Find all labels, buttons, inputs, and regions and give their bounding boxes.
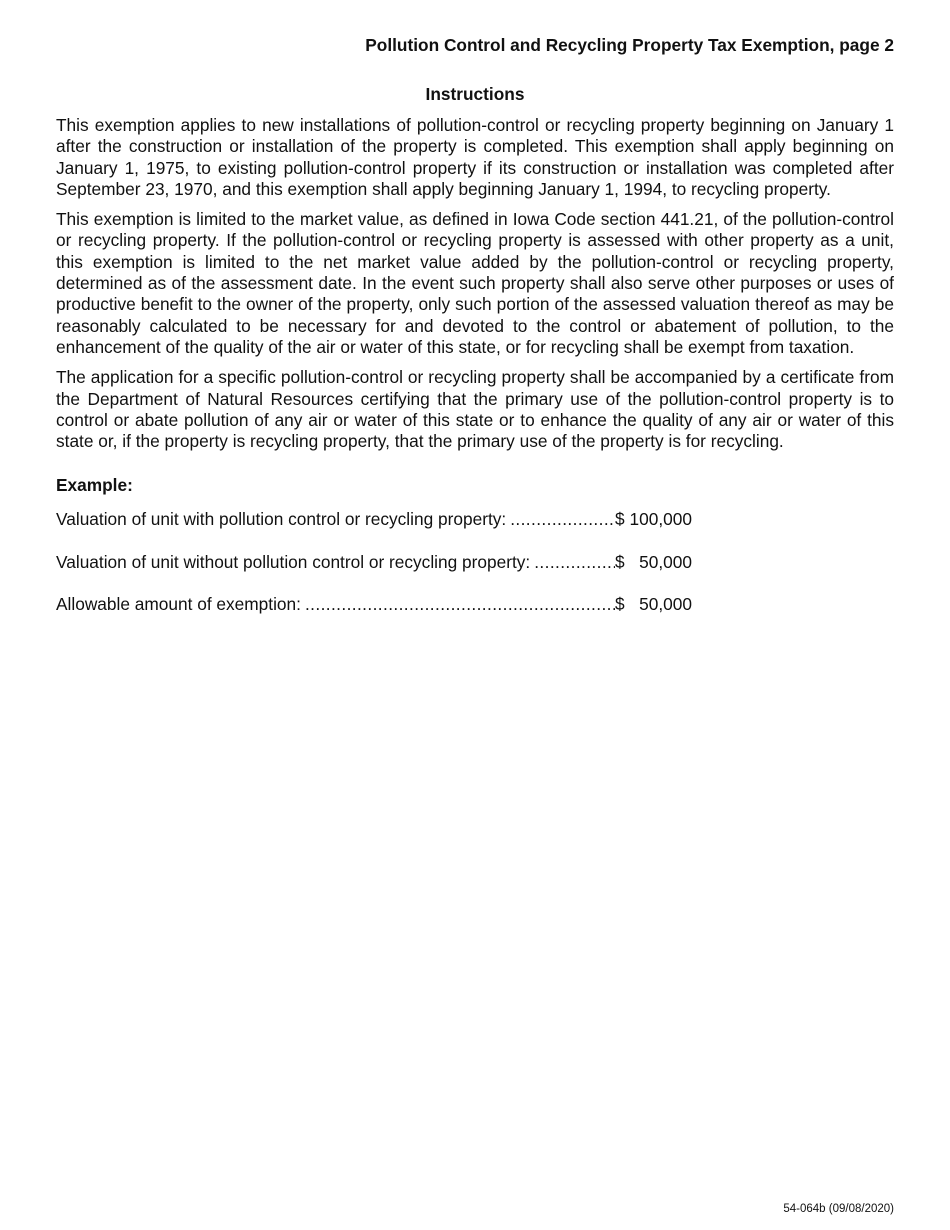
amount-value: 50,000 [639, 551, 692, 572]
page-header-title: Pollution Control and Recycling Property Tax Exemption, page 2 [365, 35, 894, 55]
amount-value: 100,000 [629, 509, 692, 530]
instructions-body [56, 115, 894, 637]
instructions-heading: Instructions [425, 84, 525, 104]
example-row-with-property [56, 509, 692, 530]
currency-symbol: $ [615, 551, 625, 572]
dot-leader [506, 509, 615, 530]
example-row-label: Valuation of unit without pollution control or recycling property: [56, 551, 531, 572]
form-code: 54-064b (09/08/2020) [783, 1203, 894, 1215]
example-row-allowable-exemption [56, 594, 692, 615]
instructions-paragraph-3: The application for a specific pollution-control or recycling property shall be accompanied by a certificate from the Department of Natural Resources certifying that the primary use of the pollution-control property is to control or abate pollution of any air or water of this state or to enhance the quality of any air or water of this state or, if the property is recycling property, that the primary use of the property is for recycling. [56, 367, 894, 452]
currency-symbol: $ [615, 509, 625, 530]
example-list [56, 509, 894, 615]
example-heading: Example: [56, 475, 133, 496]
instructions-paragraph-1: This exemption applies to new installations of pollution-control or recycling property beginning on January 1 after the construction or installation of the property is completed. This exemption shall apply beginning on January 1, 1975, to existing pollution-control property if its construction or installation was completed after September 23, 1970, and this exemption shall apply beginning January 1, 1994, to recycling property. [56, 115, 894, 199]
example-row-value [615, 594, 692, 615]
instructions-paragraph-2: This exemption is limited to the market value, as defined in Iowa Code section 441.21, of the pollution-control or recycling property. If the pollution-control or recycling property is assessed with other property as a unit, this exemption is limited to the net market value added by the pollution-control or recycling property, determined as of the assessment date. In the event such property shall also serve other purposes or uses of productive benefit to the owner of the property, only such portion of the assessed valuation thereof as may be reasonably calculated to be necessary for and devoted to the control or abatement of pollution, to the enhancement of the quality of the air or water of this state, or for recycling shall be exempt from taxation. [56, 209, 894, 357]
amount-value: 50,000 [639, 594, 692, 615]
dot-leader [530, 552, 615, 573]
example-row-label: Valuation of unit with pollution control or recycling property: [56, 509, 507, 530]
example-row-without-property [56, 552, 692, 573]
example-row-value [615, 552, 692, 573]
example-row-value [615, 509, 692, 530]
dot-leader [301, 594, 615, 615]
currency-symbol: $ [615, 594, 625, 615]
example-row-label: Allowable amount of exemption: [56, 594, 301, 615]
